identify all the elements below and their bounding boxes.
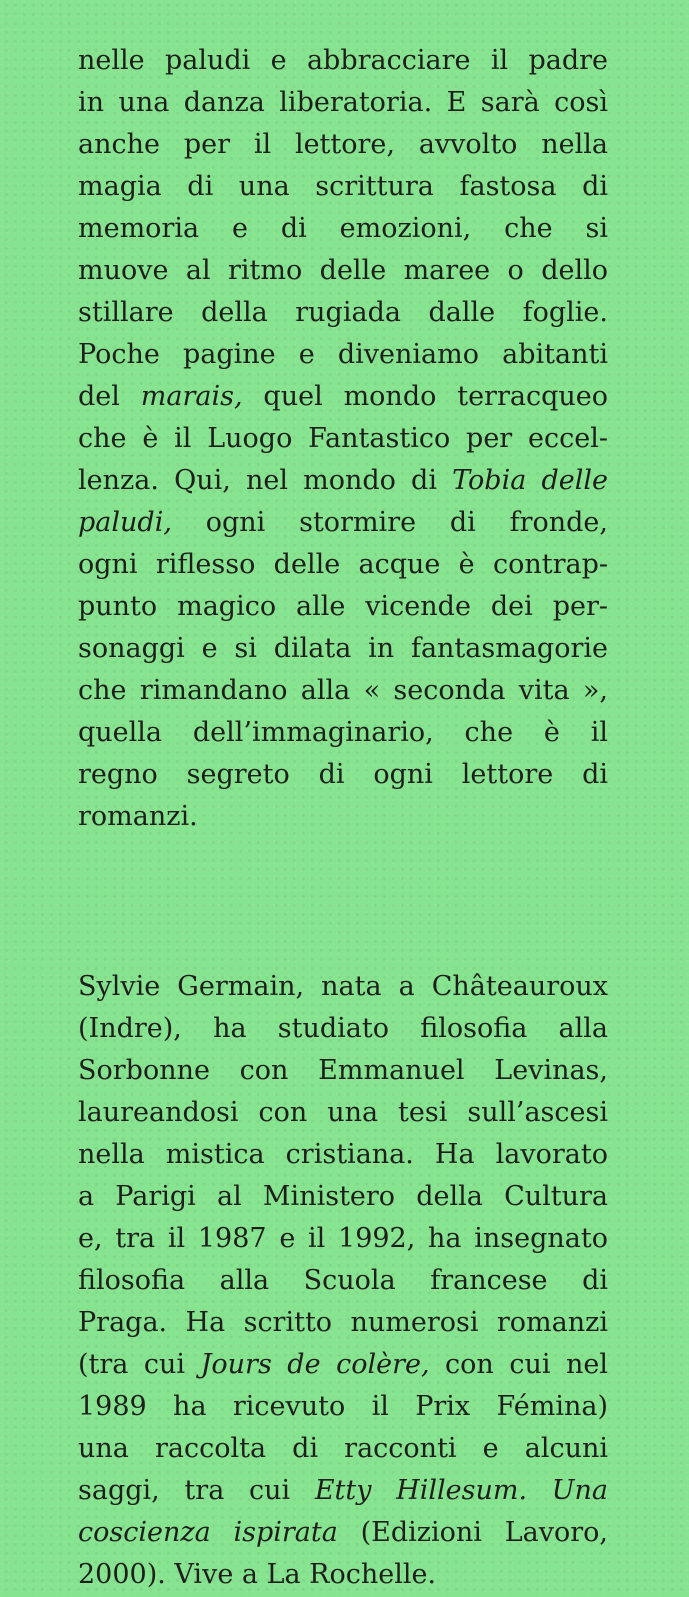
synopsis-line xyxy=(78,376,608,418)
synopsis-line xyxy=(78,586,608,628)
line-text: 2000). Vive a La Rochelle. xyxy=(78,1559,437,1590)
synopsis-line xyxy=(78,292,608,334)
line-text: Sylvie Germain, nata a Châteauroux xyxy=(78,971,608,1002)
bio-line xyxy=(78,1176,608,1218)
line-text: lenza. Qui, nel mondo di xyxy=(78,465,453,496)
line-text: (Edizioni Lavoro, xyxy=(337,1517,609,1548)
line-text: e, tra il 1987 e il 1992, ha insegnato xyxy=(78,1223,608,1254)
italic-title: Tobia delle xyxy=(452,465,608,496)
synopsis-line xyxy=(78,502,608,544)
bio-line xyxy=(78,1470,608,1512)
synopsis-line xyxy=(78,334,608,376)
synopsis-line xyxy=(78,796,608,838)
line-text: a Parigi al Ministero della Cultura xyxy=(78,1181,608,1212)
bio-line xyxy=(78,1554,608,1596)
line-text: filosofia alla Scuola francese di xyxy=(78,1265,608,1296)
bio-line xyxy=(78,1512,608,1554)
bio-line xyxy=(78,1428,608,1470)
bio-line xyxy=(78,1386,608,1428)
author-bio-text xyxy=(78,966,608,1596)
synopsis-line xyxy=(78,40,608,82)
bio-line xyxy=(78,1050,608,1092)
line-text: Praga. Ha scritto numerosi romanzi xyxy=(78,1307,608,1338)
line-text: (tra cui xyxy=(78,1349,201,1380)
line-text: nella mistica cristiana. Ha lavorato xyxy=(78,1139,608,1170)
line-text: sonaggi e si dilata in fantasmagorie xyxy=(78,633,608,664)
bio-line xyxy=(78,1218,608,1260)
line-text: del xyxy=(78,381,141,412)
line-text: muove al ritmo delle maree o dello xyxy=(78,255,608,286)
synopsis-line xyxy=(78,670,608,712)
bio-line xyxy=(78,1260,608,1302)
synopsis-line xyxy=(78,544,608,586)
line-text: punto magico alle vicende dei per- xyxy=(78,591,608,622)
bio-line xyxy=(78,1008,608,1050)
synopsis-line xyxy=(78,460,608,502)
bio-line xyxy=(78,1344,608,1386)
line-text: con cui nel xyxy=(429,1349,608,1380)
bio-line xyxy=(78,1134,608,1176)
line-text: una raccolta di racconti e alcuni xyxy=(78,1433,608,1464)
synopsis-line xyxy=(78,418,608,460)
italic-title: Etty Hillesum. Una xyxy=(314,1475,608,1506)
bio-line xyxy=(78,1092,608,1134)
line-text: Poche pagine e diveniamo abitanti xyxy=(78,339,608,370)
line-text: magia di una scrittura fastosa di xyxy=(78,171,608,202)
synopsis-line xyxy=(78,712,608,754)
line-text: saggi, tra cui xyxy=(78,1475,315,1506)
bio-line xyxy=(78,966,608,1008)
line-text: in una danza liberatoria. E sarà così xyxy=(78,87,608,118)
line-text: che rimandano alla « seconda vita », xyxy=(78,675,608,706)
line-text: quel mondo terracqueo xyxy=(242,381,608,412)
line-text: che è il Luogo Fantastico per eccel- xyxy=(78,423,608,454)
italic-title: marais, xyxy=(140,381,243,412)
line-text: anche per il lettore, avvolto nella xyxy=(78,129,608,160)
synopsis-line xyxy=(78,628,608,670)
line-text: ogni riflesso delle acque è contrap- xyxy=(78,549,608,580)
line-text: regno segreto di ogni lettore di xyxy=(78,759,608,790)
synopsis-line xyxy=(78,754,608,796)
synopsis-line xyxy=(78,82,608,124)
line-text: laureandosi con una tesi sull’ascesi xyxy=(78,1097,608,1128)
line-text: (Indre), ha studiato filosofia alla xyxy=(78,1013,608,1044)
line-text: stillare della rugiada dalle foglie. xyxy=(78,297,608,328)
synopsis-line xyxy=(78,124,608,166)
line-text: ogni stormire di fronde, xyxy=(171,507,608,538)
line-text: romanzi. xyxy=(78,801,198,832)
line-text: Sorbonne con Emmanuel Levinas, xyxy=(78,1055,608,1086)
line-text: quella dell’immaginario, che è il xyxy=(78,717,608,748)
italic-title: paludi, xyxy=(78,507,172,538)
line-text: nelle paludi e abbracciare il padre xyxy=(78,45,608,76)
synopsis-line xyxy=(78,250,608,292)
italic-title: coscienza ispirata xyxy=(78,1517,338,1548)
synopsis-line xyxy=(78,166,608,208)
bio-line xyxy=(78,1302,608,1344)
synopsis-line xyxy=(78,208,608,250)
line-text: memoria e di emozioni, che si xyxy=(78,213,608,244)
line-text: 1989 ha ricevuto il Prix Fémina) xyxy=(78,1391,608,1422)
italic-title: Jours de colère, xyxy=(200,1349,430,1380)
synopsis-text xyxy=(78,40,608,838)
